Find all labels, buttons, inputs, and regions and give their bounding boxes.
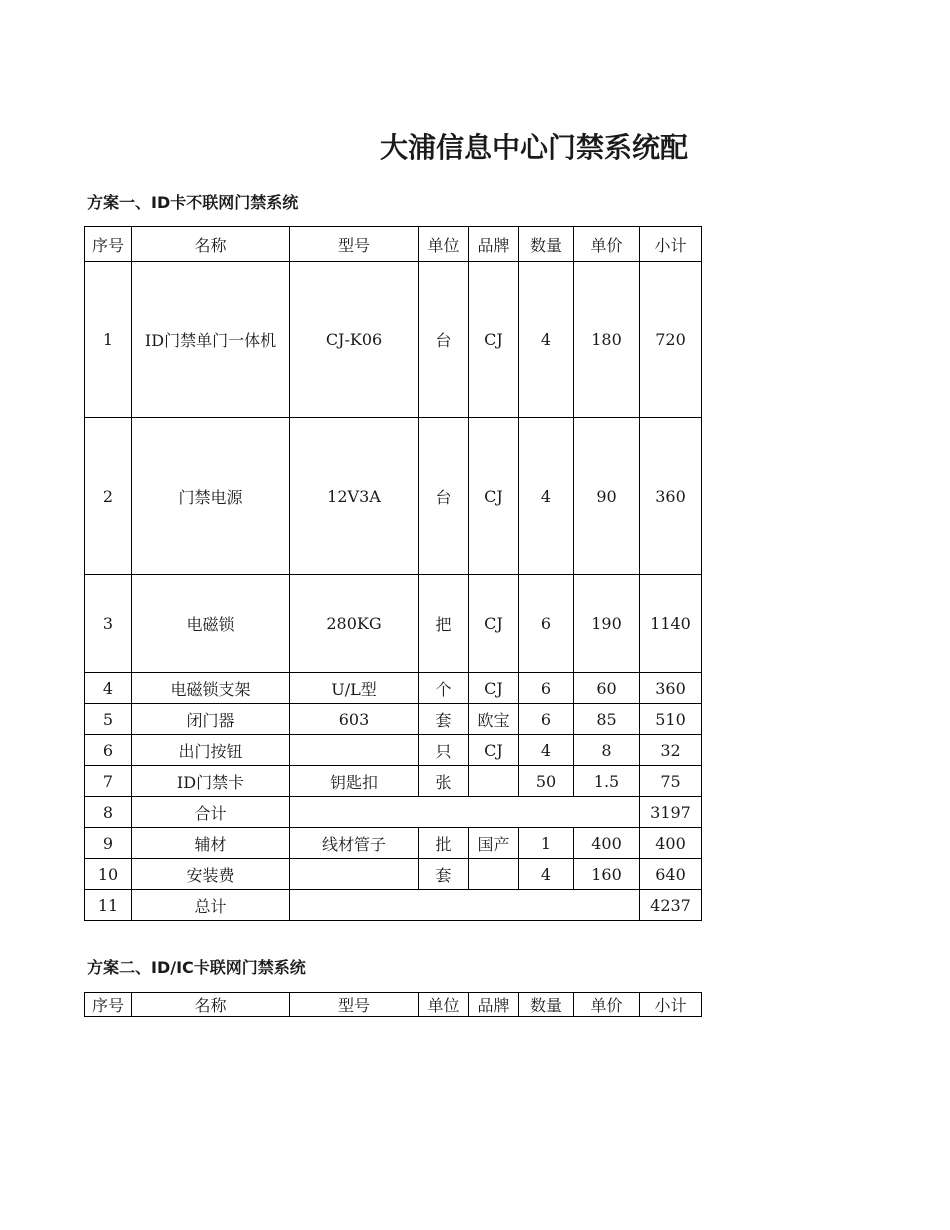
header-cell: 小计 (640, 993, 702, 1017)
header-cell: 名称 (132, 993, 290, 1017)
cell-name: 闭门器 (132, 704, 290, 735)
document-title: 大浦信息中心门禁系统配 (380, 131, 689, 164)
cell-qty: 4 (519, 262, 574, 418)
cell-qty: 6 (519, 575, 574, 673)
table-row (85, 735, 702, 766)
total-row (85, 797, 702, 828)
cell-no: 2 (85, 418, 132, 575)
cell-brand: CJ (469, 735, 519, 766)
header-cell: 小计 (640, 227, 702, 262)
cell-name: ID门禁单门一体机 (132, 262, 290, 418)
cell-qty: 6 (519, 673, 574, 704)
table-row (85, 766, 702, 797)
cell-brand (469, 766, 519, 797)
cell-name: 门禁电源 (132, 418, 290, 575)
cell-qty: 4 (519, 418, 574, 575)
header-cell: 名称 (132, 227, 290, 262)
header-cell: 单位 (419, 993, 469, 1017)
cell-subtotal: 360 (640, 418, 702, 575)
cell-subtotal: 1140 (640, 575, 702, 673)
cell-model: 603 (290, 704, 419, 735)
merged-empty-cell (290, 797, 640, 828)
table-header-row (85, 993, 702, 1017)
cell-subtotal: 640 (640, 859, 702, 890)
header-cell: 单位 (419, 227, 469, 262)
plan1-heading: 方案一、ID卡不联网门禁系统 (87, 193, 299, 212)
cell-price: 85 (574, 704, 640, 735)
cell-price: 190 (574, 575, 640, 673)
cell-name: 安装费 (132, 859, 290, 890)
plan2-table (84, 992, 702, 1017)
header-cell: 数量 (519, 993, 574, 1017)
cell-brand: 国产 (469, 828, 519, 859)
cell-model: CJ-K06 (290, 262, 419, 418)
header-cell: 品牌 (469, 993, 519, 1017)
table-row (85, 262, 702, 418)
cell-model: 线材管子 (290, 828, 419, 859)
cell-model (290, 735, 419, 766)
table-header-row (85, 227, 702, 262)
cell-name: 合计 (132, 797, 290, 828)
header-cell: 型号 (290, 993, 419, 1017)
cell-brand: CJ (469, 418, 519, 575)
header-cell: 序号 (85, 227, 132, 262)
cell-unit: 批 (419, 828, 469, 859)
cell-brand: CJ (469, 575, 519, 673)
cell-subtotal: 32 (640, 735, 702, 766)
cell-subtotal: 510 (640, 704, 702, 735)
cell-subtotal: 720 (640, 262, 702, 418)
cell-name: 电磁锁支架 (132, 673, 290, 704)
cell-unit: 套 (419, 859, 469, 890)
header-cell: 品牌 (469, 227, 519, 262)
cell-name: 总计 (132, 890, 290, 921)
cell-price: 8 (574, 735, 640, 766)
cell-no: 6 (85, 735, 132, 766)
header-cell: 型号 (290, 227, 419, 262)
cell-no: 1 (85, 262, 132, 418)
cell-price: 1.5 (574, 766, 640, 797)
cell-unit: 套 (419, 704, 469, 735)
cell-no: 9 (85, 828, 132, 859)
cell-brand: CJ (469, 673, 519, 704)
cell-subtotal: 360 (640, 673, 702, 704)
cell-qty: 1 (519, 828, 574, 859)
cell-unit: 个 (419, 673, 469, 704)
cell-unit: 把 (419, 575, 469, 673)
cell-no: 10 (85, 859, 132, 890)
cell-subtotal: 3197 (640, 797, 702, 828)
cell-model: 12V3A (290, 418, 419, 575)
table-row (85, 418, 702, 575)
cell-no: 11 (85, 890, 132, 921)
table-row (85, 859, 702, 890)
plan1-table (84, 226, 702, 921)
cell-qty: 6 (519, 704, 574, 735)
cell-qty: 50 (519, 766, 574, 797)
cell-name: ID门禁卡 (132, 766, 290, 797)
table-row (85, 828, 702, 859)
cell-subtotal: 400 (640, 828, 702, 859)
cell-brand: 欧宝 (469, 704, 519, 735)
cell-no: 5 (85, 704, 132, 735)
table-row (85, 673, 702, 704)
cell-brand (469, 859, 519, 890)
cell-unit: 台 (419, 262, 469, 418)
table-row (85, 575, 702, 673)
cell-name: 电磁锁 (132, 575, 290, 673)
header-cell: 序号 (85, 993, 132, 1017)
cell-model (290, 859, 419, 890)
cell-name: 辅材 (132, 828, 290, 859)
header-cell: 数量 (519, 227, 574, 262)
cell-model: 钥匙扣 (290, 766, 419, 797)
cell-price: 160 (574, 859, 640, 890)
cell-name: 出门按钮 (132, 735, 290, 766)
table-row (85, 704, 702, 735)
header-cell: 单价 (574, 227, 640, 262)
grand-total-row (85, 890, 702, 921)
cell-price: 400 (574, 828, 640, 859)
cell-price: 180 (574, 262, 640, 418)
cell-unit: 只 (419, 735, 469, 766)
header-cell: 单价 (574, 993, 640, 1017)
plan2-heading: 方案二、ID/IC卡联网门禁系统 (87, 958, 306, 977)
cell-price: 60 (574, 673, 640, 704)
cell-qty: 4 (519, 735, 574, 766)
cell-no: 4 (85, 673, 132, 704)
cell-no: 7 (85, 766, 132, 797)
cell-model: 280KG (290, 575, 419, 673)
cell-brand: CJ (469, 262, 519, 418)
cell-unit: 台 (419, 418, 469, 575)
cell-subtotal: 4237 (640, 890, 702, 921)
cell-price: 90 (574, 418, 640, 575)
cell-subtotal: 75 (640, 766, 702, 797)
cell-unit: 张 (419, 766, 469, 797)
cell-no: 3 (85, 575, 132, 673)
cell-no: 8 (85, 797, 132, 828)
merged-empty-cell (290, 890, 640, 921)
cell-model: U/L型 (290, 673, 419, 704)
cell-qty: 4 (519, 859, 574, 890)
